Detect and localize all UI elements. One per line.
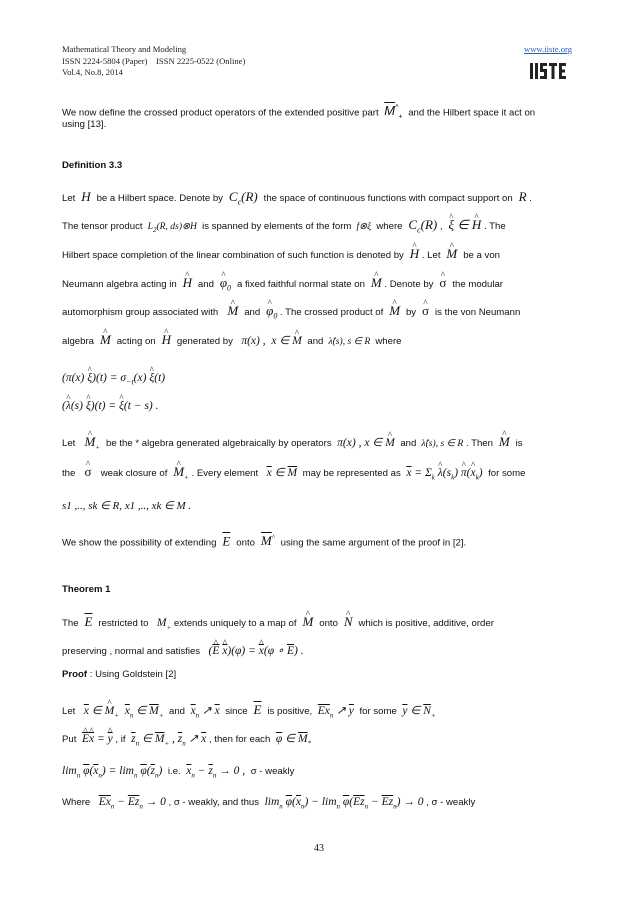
journal-url-link[interactable]: www.iiste.org [524,44,572,54]
journal-title: Mathematical Theory and Modeling [62,44,187,54]
definition-line-2: The tensor product $L_2(R$, ds)⊗H is spanned by elements of the form f⊗ξ where $C_c(R)$ , ^ ξ ∈ ^ H . The [62,219,506,237]
journal-volume: Vol.4, No.8, 2014 [62,67,123,77]
equation-lambda-action: (^ λ(s) ^ ξ)(t) = ^ ξ(t − s) . [62,400,159,412]
iiste-logo-icon [526,60,570,82]
proof-line: Proof : Using Goldstein [2] [62,669,177,680]
definition-line-6: algebra ^ $\overline{M}$ acting on ^ H generated by π(x) , x ∈ ^ M and λ̂(s), s ∈ R where [62,334,401,348]
proof-line-3: $\lim_n \overline{\varphi}(\overline{x}_n) = \lim_n \overline{\varphi}(\overline{z}_n)$ i.e. $\overline{x}_n - \overline{z}_n \to 0$ , σ - weakly [62,765,295,780]
equation-pi-action: (π(x) ^ $\xi)(t) = \sigma_{-t}(x)$ ^ ξ(t) [62,372,165,388]
theorem-line-1: The $\overline{E}$ restricted to $M_+$ extends uniquely to a map of ^ $\overline{M}$ onto ^ $\overline{N}$ which is positive, additive, order [62,616,494,633]
proof-line-2: Put ^ $\overline{E}\^{}$ $\overline{x}$ = ^ $\overline{y}$ , if $\overline{z}_n$ ∈ $\overline{M}_+$ , $\overline{z}_n$ ↗ $\overline{x}$ , then for each $\overline{\varphi}$ ∈ $\overline{M}_*$ [62,733,311,749]
definition-heading: Definition 3.3 [62,160,123,171]
definition-line-7: Let ^ $\overline{M}_+$ be the * algebra generated algebraically by operators π(x) , x ∈ ^ M and λ̂(s), s ∈ R . Then ^ $\overline{M}$ is [62,436,523,454]
definition-line-8: the ^ σ weak closure of ^ $\overline{M}_+$ . Every element $\overline{x}$ ∈ $\overline{M}$ may be represented as $\overline{x} = \Sigma_k$ ^ $\lambda(s_k)$ ^ π(^ $x_k$) for some [62,466,525,484]
definition-line-1: Let H be a Hilbert space. Denote by $C_c(R)$ the space of continuous functions with compact support on R . [62,189,532,207]
journal-header [62,44,245,79]
intro-line-1: We now define the crossed product operators of the extended positive part $\overline{M}^{\^{}}_+$ and the Hilbert space it act on [62,103,536,121]
proof-line-1: Let $\overline{x}$ ∈ ^ $\overline{M}_+$ $\overline{x}_n$ ∈ $\overline{M}_+$ and $\overline{x}_n$ ↗ $\overline{x}$ since $\overline{E}$ is positive, $\overline{Ex}_n$ ↗ $\overline{y}$ for some $\overline{y}$ ∈ $\overline{N}_+$ [62,704,436,721]
journal-issn: ISSN 2224-5804 (Paper) ISSN 2225-0522 (Online) [62,55,246,66]
definition-line-10: We show the possibility of extending $\overline{E}$ onto $\overline{M}^{\^{}}$ using the same argument of the proof in [2]. [62,533,467,549]
definition-line-3: Hilbert space completion of the linear combination of such function is denoted by ^ H . Let ^ M be a von [62,248,500,262]
page-number: 43 [314,843,324,854]
definition-line-9: s1 ,.., sk ∈ R, x1 ,.., xk ∈ M . [62,500,192,512]
proof-line-4: Where $\overline{Ex}_n - \overline{Ez}_n \to 0$ , σ - weakly, and thus $\lim_n \overline{\varphi}(\overline{x}_n) - \lim_n \overline{\varphi}(\overline{Ez}_n - \overline{Ez}_n) \to 0$ , σ - weakly [62,796,476,811]
theorem-heading: Theorem 1 [62,584,111,595]
intro-line-2: using [13]. [62,119,107,130]
definition-line-4: Neumann algebra acting in ^ H and ^ $\varphi_0$ a fixed faithful normal state on ^ M . Denote by ^ σ the modular [62,277,503,295]
definition-line-5: automorphism group associated with ^ M and ^ $\varphi_0$ . The crossed product of ^ M by ^ σ is the von Neumann [62,305,520,323]
theorem-line-2: preserving , normal and satisfies (^ $\overline{E}$ ^ $\overline{x})(\varphi)$ = ^ $\overline{x}(\varphi$ ∘ $\overline{E}$) . [62,645,304,658]
